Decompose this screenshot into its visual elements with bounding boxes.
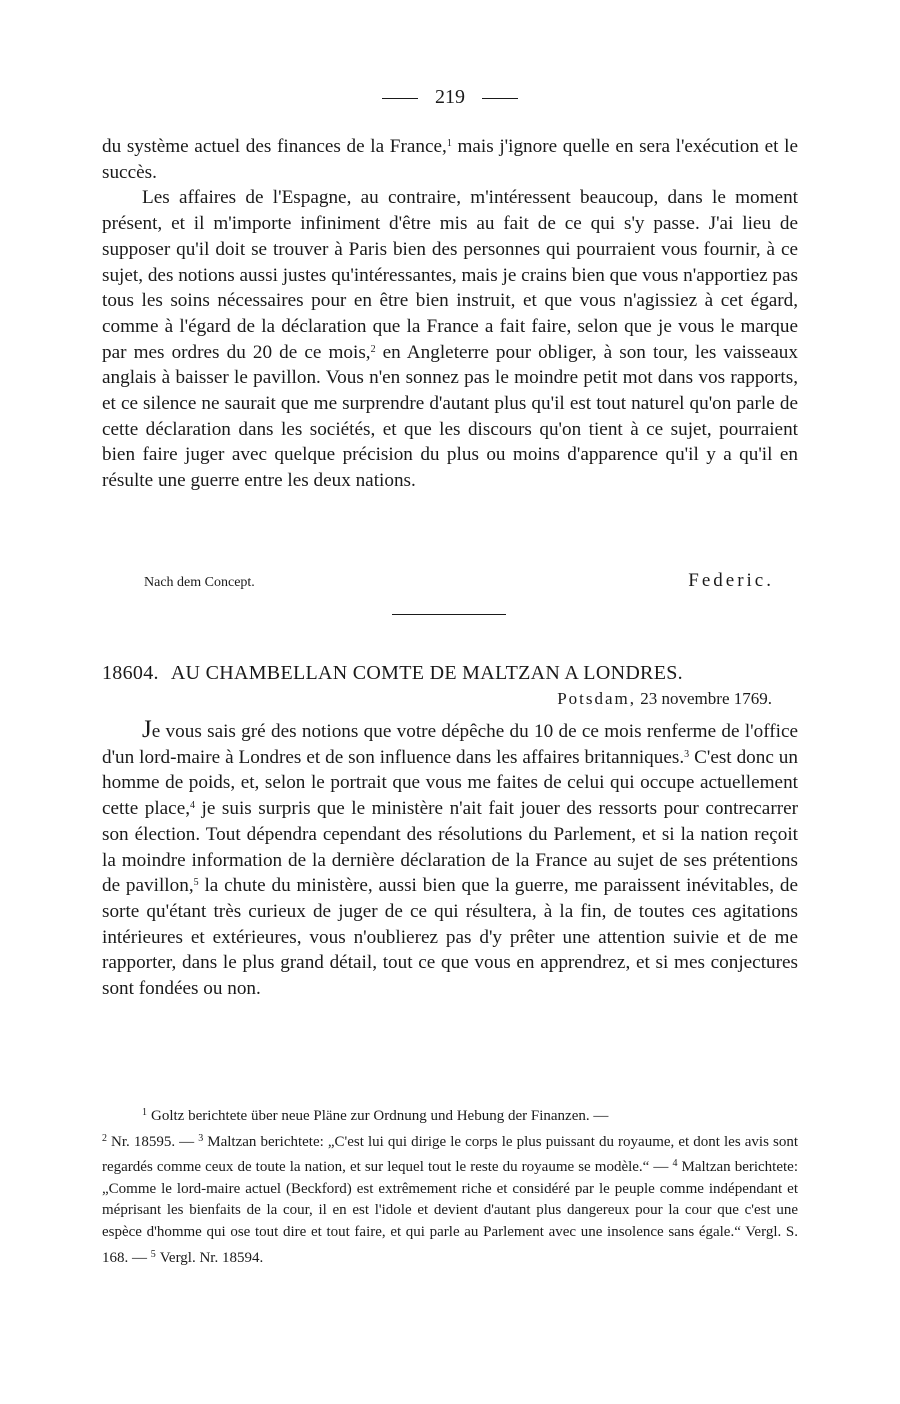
drop-cap: J bbox=[142, 716, 152, 743]
footnote-marker: 4 bbox=[672, 1158, 678, 1170]
letter-18604-body bbox=[102, 717, 798, 1002]
dateline-date: 23 novembre 1769. bbox=[640, 689, 772, 708]
footnote-text: Goltz berichtete über neue Pläne zur Ordnung und Hebung der Finanzen. — bbox=[151, 1108, 609, 1124]
footnote-ref: 2 bbox=[370, 343, 376, 355]
text-run: e vous sais gré des notions que votre dépêche du 10 de ce mois renferme de l'office d'un lord-maire à Londres et de son influence dans les affaires britanniques. bbox=[102, 721, 798, 768]
footnote-ref: 5 bbox=[193, 877, 199, 889]
footnote-ref: 4 bbox=[190, 800, 196, 812]
letter-18603-body bbox=[102, 134, 798, 494]
paragraph bbox=[102, 185, 798, 493]
footnote-text: Maltzan berichtete: „Comme le lord-maire actuel (Beckford) est extrêmement riche et considéré par le peuple comme indépendant et méprisant les bienfaits de la cour, il en est l'idole et devient d'autant plus dangereux pour la cour que c'est une espèce d'homme qui ose tout dire et tout faire, et qui parle au Parlement avec une insolence sans égale.“ Vergl. S. 168. — bbox=[102, 1159, 798, 1266]
footnote-marker: 1 bbox=[142, 1107, 147, 1118]
footnote-block bbox=[102, 1128, 798, 1270]
footnote-ref: 1 bbox=[446, 138, 452, 149]
signature-row bbox=[102, 570, 774, 596]
page-header bbox=[0, 86, 900, 109]
text-run: en Angleterre pour obliger, à son tour, les vaisseaux anglais à baisser le pavillon. Vous n'en sonnez pas le moindre petit mot dans vos rapports, et ce silence ne saurait que me surprendre d'autant plus qu'il est tout naturel qu'on parle de cette déclaration dans les sociétés, et que les discours qu'on tient à ce sujet, pourraient bien faire juger avec quelque précision du plus ou moins d'apparence qu'il y a qu'il en résulte une guerre entre les deux nations. bbox=[102, 341, 798, 492]
letter-heading bbox=[102, 662, 798, 685]
text-run: Les affaires de l'Espagne, au contraire, m'intéressent beaucoup, dans le moment présent, et il m'importe infiniment d'être mis au fait de ce qui s'y passe. J'ai lieu de supposer qu'il doit se trouver à Paris bien des personnes qui pourraient vous fournir, à ce sujet, des notions aussi justes qu'intéressantes, mais je crains bien que vous n'apportiez pas tous les soins nécessaires pour en être bien instruit, et que vous n'agissiez à cet égard, comme à l'égard de la déclaration que la France a fait faire, selon que je vous le marque par mes ordres du 20 de ce mois, bbox=[102, 187, 798, 363]
footnote-marker: 2 bbox=[102, 1132, 107, 1144]
source-note: Nach dem Concept. bbox=[144, 575, 255, 590]
letter-title: AU CHAMBELLAN COMTE DE MALTZAN A LONDRES. bbox=[170, 662, 683, 684]
header-dash-right bbox=[482, 98, 518, 99]
page-number: 219 bbox=[435, 86, 465, 108]
footnotes bbox=[102, 1102, 798, 1269]
footnote-text: Vergl. Nr. 18594. bbox=[159, 1249, 264, 1266]
dateline-place: Potsdam, bbox=[557, 689, 637, 708]
text-run: je suis surpris que le ministère n'ait fait jouer des ressorts pour contrecarrer son élection. Tout dépendra cependant des résolutions du Parlement, et si la nation reçoit la moindre information de la dernière déclaration de la France au sujet de ses prétentions de pavillon, bbox=[102, 798, 799, 897]
footnote-marker: 5 bbox=[150, 1248, 156, 1260]
footnote-marker: 3 bbox=[198, 1132, 204, 1144]
section-divider bbox=[392, 614, 506, 615]
paragraph bbox=[102, 134, 798, 185]
text-run: mais j'ignore quelle en sera l'exécution et le succès. bbox=[102, 136, 798, 183]
text-run: la chute du ministère, aussi bien que la guerre, me paraissent inévitables, de sorte qu'étant très curieux de juger de ce qui résultera, à la fin, de toutes ces agitations intérieures et extérieures, vous n'oublierez pas d'y prêter une attention suivie et de me rapporter, dans le plus grand détail, tout ce que vous en apprendrez, et si mes conjectures sont fondées ou non. bbox=[102, 875, 799, 1000]
signature: Federic. bbox=[688, 570, 774, 591]
footnote-ref: 3 bbox=[684, 748, 690, 760]
text-run: du système actuel des finances de la France, bbox=[102, 136, 447, 157]
header-dash-left bbox=[382, 98, 418, 99]
paragraph bbox=[102, 717, 798, 1002]
footnote-text: Maltzan berichtete: „C'est lui qui dirige le corps le plus puissant du royaume, et dont les avis sont regardés comme ceux de toute la nation, et sur lequel tout le reste du royaume se modèle.“ — bbox=[102, 1133, 799, 1176]
letter-number: 18604. bbox=[102, 662, 159, 684]
text-run: C'est donc un homme de poids, et, selon le portrait que vous me faites de celui qui occupe actuellement cette place, bbox=[102, 746, 798, 820]
dateline bbox=[557, 689, 772, 709]
footnote-text: Nr. 18595. — bbox=[111, 1133, 195, 1150]
footnote-block bbox=[102, 1102, 798, 1128]
